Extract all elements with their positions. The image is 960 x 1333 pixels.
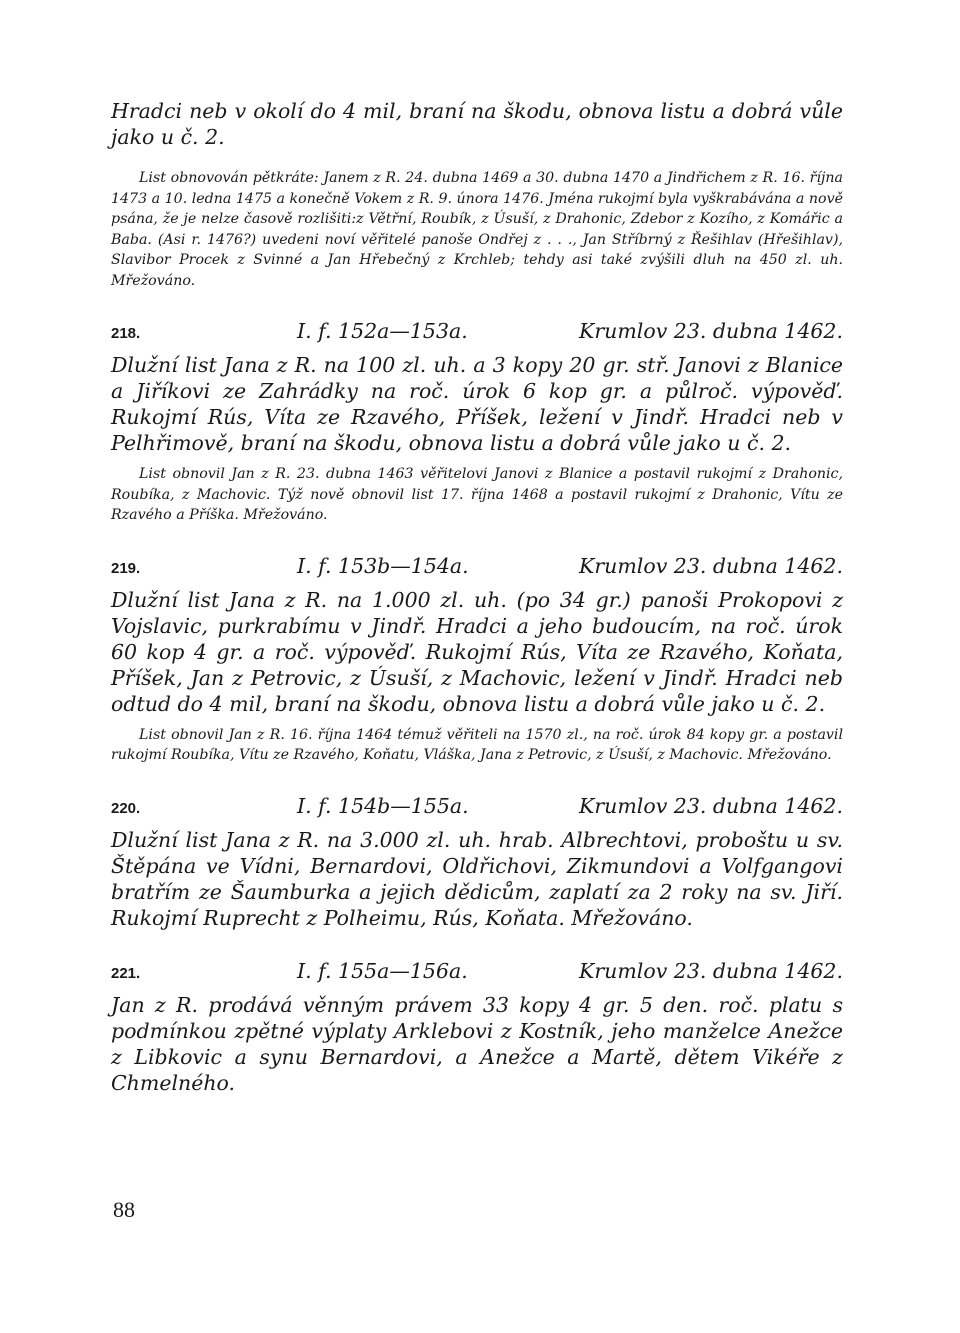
entry-221 (111, 957, 843, 1096)
entry-text: Jan z R. prodává věnným právem 33 kopy 4 gr. 5 den. roč. platu s podmínkou zpětné výplaty Arklebovi z Kostník, jeho manželce Anežce z Libkovic a synu Bernardovi, a Anežce a Martě, dětem Vikéře z Chmelného. (111, 992, 843, 1095)
entry-number: 219. (111, 559, 141, 577)
entry-place-date: Krumlov 23. dubna 1462. (579, 958, 843, 983)
entry-folio: I. f. 152a—153a. (297, 319, 468, 343)
entry-number: 220. (111, 799, 141, 817)
entry-number: 221. (111, 964, 141, 982)
entry-place-date: Krumlov 23. dubna 1462. (579, 319, 843, 343)
entry-folio: I. f. 155a—156a. (297, 958, 468, 983)
entry-note: List obnovil Jan z R. 23. dubna 1463 věřitelovi Janovi z Blanice a postavil rukojmí z Drahonic, Roubíka, z Machovic. Týž nově obnovil list 17. října 1468 a postavil rukojmí z Drahonic, Vítu ze Rzavého a Příška. Mřežováno. (111, 466, 843, 523)
entry-218 (111, 317, 843, 526)
page-content (111, 98, 843, 1096)
entry-note: List obnovil Jan z R. 16. října 1464 témuž věřiteli na 1570 zl., na roč. úrok 84 kopy gr. a postavil rukojmí Roubíka, Vítu ze Rzavého, Koňatu, Vláška, Jana z Petrovic, z Úsuší, z Machovic. Mřežováno. (111, 726, 843, 763)
entry-text: Dlužní list Jana z R. na 100 zl. uh. a 3 kopy 20 gr. stř. Janovi z Blanice a Jiříkovi ze Zahrádky na roč. úrok 6 kop gr. a půlroč. výpověď. Rukojmí Rús, Víta ze Rzavého, Příšek, ležení v Jindř. Hradci neb v Pelhřimově, braní na škodu, obnova listu a dobrá vůle jako u č. 2. (111, 353, 843, 455)
entry-place-date: Krumlov 23. dubna 1462. (579, 553, 843, 578)
entry-text: Dlužní list Jana z R. na 1.000 zl. uh. (po 34 gr.) panoši Prokopovi z Vojslavic, purkrabímu v Jindř. Hradci a jeho budoucím, na roč. úrok 60 kop 4 gr. a roč. výpověď. Rukojmí Rús, Víta ze Rzavého, Koňata, Příšek, Jan z Petrovic, z Úsuší, z Machovic, ležení v Jindř. Hradci neb odtud do 4 mil, braní na škodu, obnova listu a dobrá vůle jako u č. 2. (111, 587, 843, 716)
page-number: 88 (113, 1197, 135, 1222)
entry-220 (111, 792, 843, 931)
entry-text: Dlužní list Jana z R. na 3.000 zl. uh. hrab. Albrechtovi, proboštu u sv. Štěpána ve Vídni, Bernardovi, Oldřichovi, Zikmundovi a Volfgangovi bratřím ze Šaumburka a jejich dědicům, zaplatí za 2 roky na sv. Jiří. Rukojmí Ruprecht z Polheimu, Rús, Koňata. Mřežováno. (111, 827, 843, 930)
entry-place-date: Krumlov 23. dubna 1462. (579, 793, 843, 818)
entry-header (111, 552, 843, 583)
entry-number: 218. (111, 325, 141, 342)
entry-folio: I. f. 153b—154a. (297, 553, 469, 578)
entry-219 (111, 552, 843, 766)
entry-header (111, 317, 843, 348)
continuation-text: Hradci neb v okolí do 4 mil, braní na škodu, obnova listu a dobrá vůle jako u č. 2. (111, 99, 843, 149)
entry-header (111, 792, 843, 823)
entry-folio: I. f. 154b—155a. (297, 793, 469, 818)
continuation-note: List obnovován pětkráte: Janem z R. 24. dubna 1469 a 30. dubna 1470 a Jindřichem z R. 16. října 1473 a 10. ledna 1475 a konečně Vokem z R. 9. února 1476. Jména rukojmí byla vyškrabávána a nově psána, že je nelze časově rozlišiti:z Větřní, Roubík, z Úsuší, z Drahonic, Zdebor z Kozího, z Komářic a Baba. (Asi r. 1476?) uvedeni noví věřitelé panoše Ondřej z . . ., Jan Stříbrný z Řešihlav (Hřešihlav), Slavibor Procek z Svinné a Jan Hřebečný z Krchleb; tehdy asi také zvýšili dluh na 450 zl. uh. Mřežováno. (111, 170, 843, 289)
entry-header (111, 957, 843, 988)
